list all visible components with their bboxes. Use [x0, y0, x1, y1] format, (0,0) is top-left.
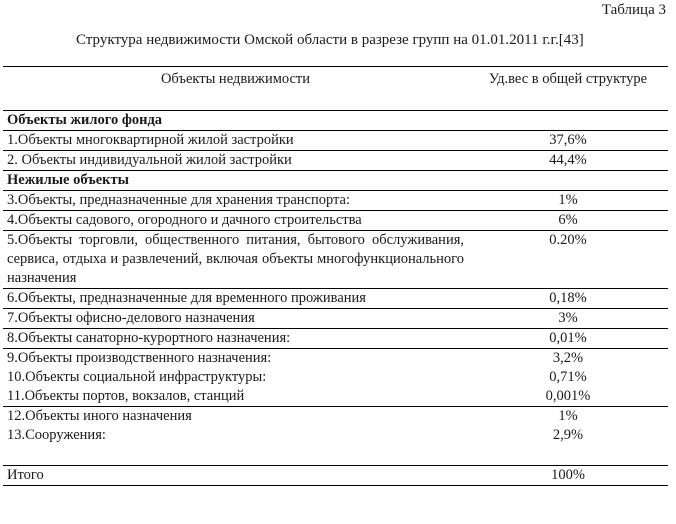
- row-value: 3,2%: [552, 350, 584, 366]
- table-number: Таблица 3: [601, 2, 666, 18]
- row-value: 1%: [468, 191, 668, 211]
- row-label: 3.Объекты, предназначенные для хранения транспорта:: [3, 191, 468, 211]
- total-row: [3, 466, 668, 486]
- total-value: 100%: [468, 466, 668, 486]
- row-value: 0,001%: [545, 388, 591, 404]
- row-value: 3%: [468, 309, 668, 329]
- table-row: [3, 231, 668, 289]
- table-title: Структура недвижимости Омской области в разрезе групп на 01.01.2011 г.г.[43]: [76, 32, 584, 48]
- row-label: 4.Объекты садового, огородного и дачного строительства: [3, 211, 468, 231]
- row-value: 0.20%: [468, 231, 668, 289]
- section-title: Нежилые объекты: [3, 171, 468, 191]
- table-row: [3, 131, 668, 151]
- row-label: 13.Сооружения:: [7, 427, 106, 443]
- header-share: Уд.вес в общей структуре: [468, 67, 668, 111]
- row-label: 2. Объекты индивидуальной жилой застройки: [3, 151, 468, 171]
- row-label: 12.Объекты иного назначения: [3, 407, 468, 427]
- table-row: [3, 368, 668, 387]
- row-label: 8.Объекты санаторно-курортного назначения:: [3, 329, 468, 349]
- table-row: [3, 151, 668, 171]
- table-header-row: [3, 67, 668, 111]
- row-value: 0,18%: [468, 289, 668, 309]
- row-label: 6.Объекты, предназначенные для временного проживания: [3, 289, 468, 309]
- row-label: 9.Объекты производственного назначения:: [7, 350, 272, 366]
- real-estate-structure-table: [3, 66, 668, 486]
- table-row: [3, 407, 668, 427]
- header-objects: Объекты недвижимости: [3, 67, 468, 111]
- row-value: 0,71%: [549, 369, 587, 385]
- table-row: [3, 309, 668, 329]
- row-label: 11.Объекты портов, вокзалов, станций: [7, 388, 245, 404]
- section-row: [3, 111, 668, 131]
- total-label: Итого: [3, 466, 468, 486]
- section-row: [3, 171, 668, 191]
- table-row: [3, 191, 668, 211]
- row-value: 2,9%: [552, 427, 584, 443]
- row-label: 1.Объекты многоквартирной жилой застройки: [3, 131, 468, 151]
- table-row: [3, 426, 668, 445]
- row-value: 44,4%: [468, 151, 668, 171]
- row-label: 10.Объекты социальной инфраструктуры:: [7, 369, 267, 385]
- table-row: [3, 211, 668, 231]
- table-row: [3, 329, 668, 349]
- row-value: 37,6%: [468, 131, 668, 151]
- table-row: [3, 387, 668, 407]
- row-label: 7.Объекты офисно-делового назначения: [3, 309, 468, 329]
- spacer-row: [3, 445, 668, 466]
- table-row: [3, 289, 668, 309]
- section-title: Объекты жилого фонда: [3, 111, 468, 131]
- row-value: 6%: [468, 211, 668, 231]
- row-value: 1%: [468, 407, 668, 427]
- table-row: [3, 349, 668, 369]
- row-label: 5.Объекты торговли, общественного питания, бытового обслуживания, сервиса, отдыха и развлечений, включая объекты многофункционального назначения: [3, 231, 468, 289]
- row-value: 0,01%: [468, 329, 668, 349]
